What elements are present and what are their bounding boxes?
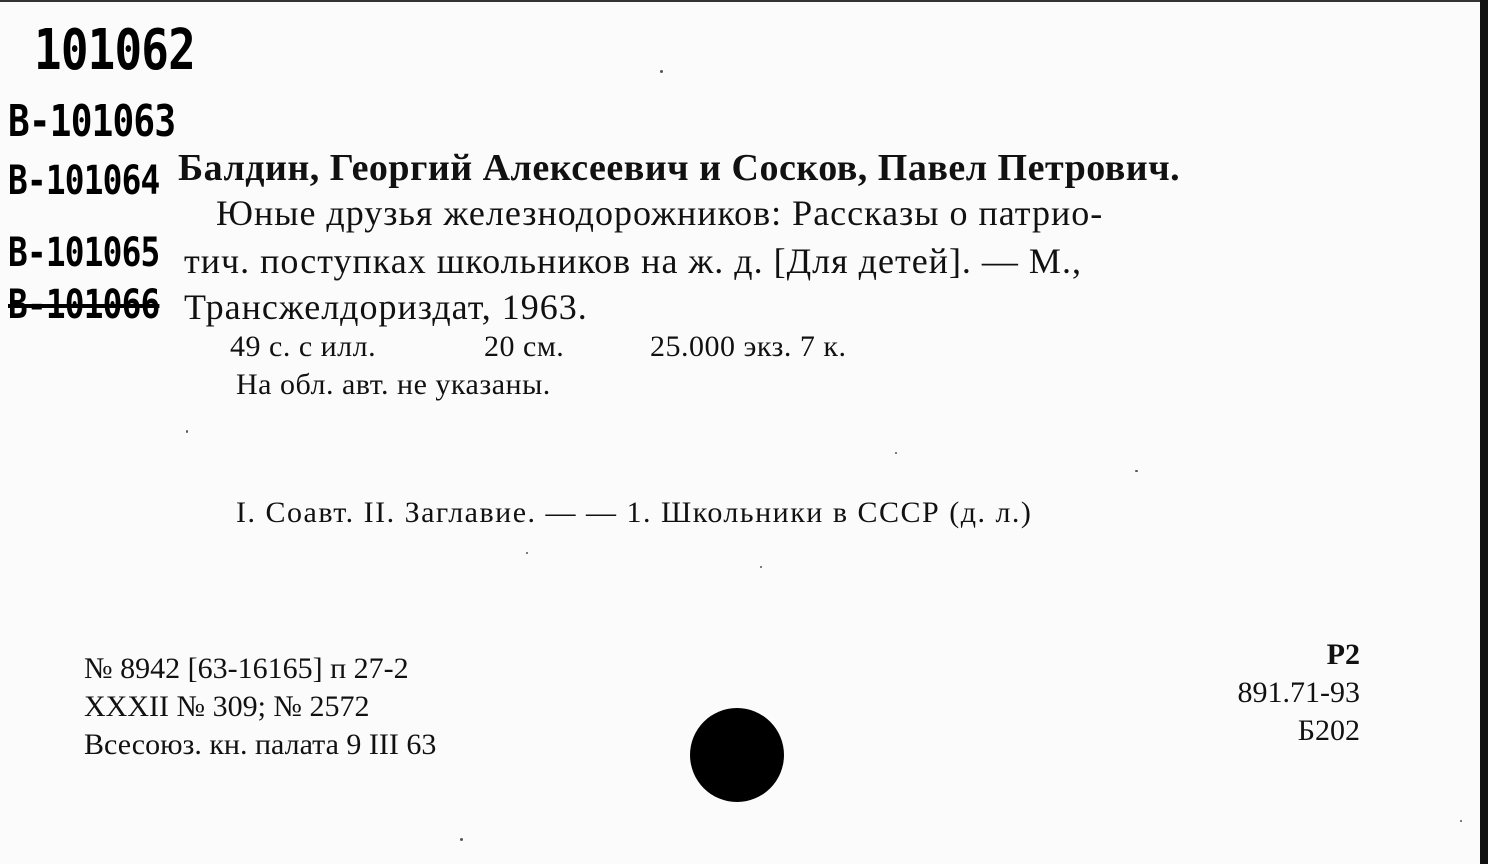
classification-code: Р2 <box>1326 638 1360 671</box>
print-speck <box>460 838 463 841</box>
print-speck <box>660 70 663 73</box>
entry-line-3: Трансжелдориздат, 1963. <box>184 287 588 327</box>
print-speck <box>1135 470 1138 472</box>
entry-pages: 49 с. с илл. <box>230 330 377 363</box>
print-speck <box>186 430 188 433</box>
classification-bbk: 891.71-93 <box>1237 676 1360 709</box>
entry-line-2: тич. поступках школьников на ж. д. [Для детей]. — М., <box>184 241 1082 281</box>
registration-line-1: № 8942 [63-16165] п 27-2 <box>84 652 409 685</box>
punch-hole <box>690 708 784 802</box>
entry-print-run: 25.000 экз. 7 к. <box>650 330 847 363</box>
tracings: I. Соавт. II. Заглавие. — — 1. Школьники в СССР (д. л.) <box>236 496 1033 529</box>
entry-heading: Балдин, Георгий Алексеевич и Сосков, Павел Петрович. <box>178 147 1181 189</box>
registration-line-3: Всесоюз. кн. палата 9 III 63 <box>84 728 437 761</box>
card-top-edge <box>0 0 1488 2</box>
entry-note: На обл. авт. не указаны. <box>236 368 551 401</box>
card-number-5: B-101066 <box>8 282 160 328</box>
print-speck <box>526 552 528 554</box>
card-number-3: B-101064 <box>8 158 160 204</box>
print-speck <box>1460 820 1462 822</box>
registration-line-2: XXXII № 309; № 2572 <box>84 690 370 723</box>
classification-author-mark: Б202 <box>1297 714 1360 747</box>
card-number-2: B-101063 <box>8 96 176 147</box>
entry-size: 20 см. <box>484 330 565 363</box>
card-right-edge <box>1480 0 1488 864</box>
card-number-1: 101062 <box>34 18 195 83</box>
print-speck <box>895 452 897 454</box>
print-speck <box>760 566 762 568</box>
entry-line-1: Юные друзья железнодорожников: Рассказы о патрио- <box>216 193 1104 233</box>
card-number-4: B-101065 <box>8 230 160 276</box>
